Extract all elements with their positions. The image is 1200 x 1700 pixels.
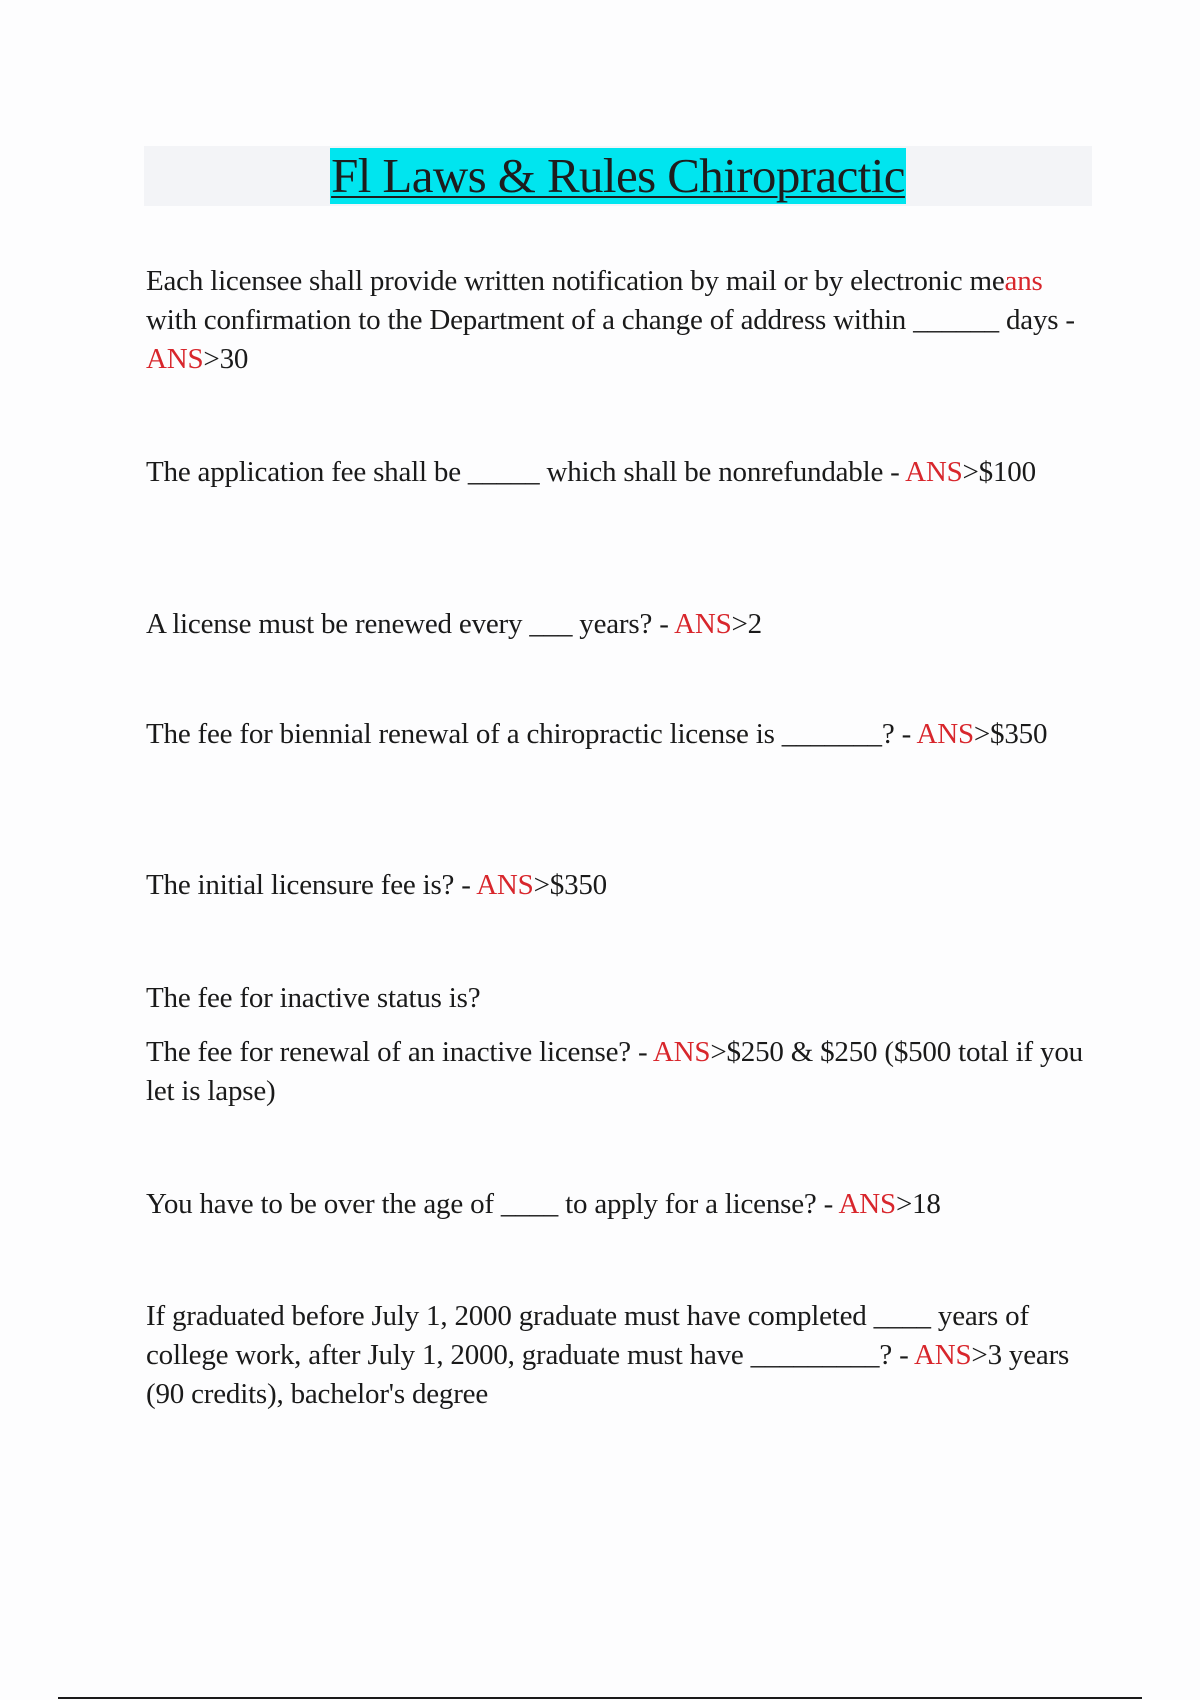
qa-item-3 (146, 605, 1091, 644)
qa-item-2 (146, 453, 1091, 492)
qa-item-5 (146, 866, 1091, 905)
page-bottom-rule (58, 1697, 1142, 1699)
qa-item-9 (146, 1297, 1091, 1414)
answer-text: >$100 (962, 456, 1036, 488)
answer-text: >18 (895, 1188, 941, 1220)
answer-text: >30 (203, 343, 249, 375)
answer-marker: ANS (916, 718, 974, 750)
answer-marker: ANS (476, 869, 534, 901)
answer-marker: ANS (914, 1339, 972, 1371)
answer-marker: ANS (146, 343, 204, 375)
question-text: The application fee shall be _____ which shall be nonrefundable - (146, 456, 906, 488)
question-text: The initial licensure fee is? - (146, 869, 477, 901)
answer-marker: ANS (838, 1188, 896, 1220)
highlighted-text: ans (1004, 265, 1043, 297)
answer-marker: ANS (905, 456, 963, 488)
answer-text: >$250 & $250 ($500 total if you let is lapse) (146, 1036, 1083, 1107)
answer-text: >$350 (533, 869, 607, 901)
question-text: If graduated before July 1, 2000 graduate must have completed ____ years of college work, after July 1, 2000, graduate must have _________? - (146, 1300, 1029, 1371)
answer-marker: ANS (652, 1036, 711, 1068)
qa-item-7 (146, 1033, 1091, 1111)
question-text: with confirmation to the Department of a change of address within ______ days - (146, 304, 1075, 336)
answer-marker: ANS (674, 608, 732, 640)
question-text: You have to be over the age of ____ to apply for a license? - (146, 1188, 839, 1220)
question-text: The fee for renewal of an inactive license? - (146, 1036, 653, 1068)
question-text: A license must be renewed every ___ years? - (146, 608, 675, 640)
question-text: Each licensee shall provide written notification by mail or by electronic me (146, 265, 1005, 297)
title-band (144, 146, 1092, 206)
answer-text: >3 years (90 credits), bachelor's degree (146, 1339, 1070, 1410)
qa-item-6 (146, 979, 1091, 1018)
answer-text: >$350 (973, 718, 1048, 750)
qa-item-8 (146, 1185, 1091, 1224)
qa-item-1 (146, 262, 1091, 379)
question-text: The fee for inactive status is? (146, 982, 481, 1014)
answer-text: >2 (731, 608, 762, 640)
qa-item-4 (146, 715, 1091, 754)
question-text: The fee for biennial renewal of a chiropractic license is _______? - (146, 718, 917, 750)
document-title: Fl Laws & Rules Chiropractic (331, 148, 905, 203)
